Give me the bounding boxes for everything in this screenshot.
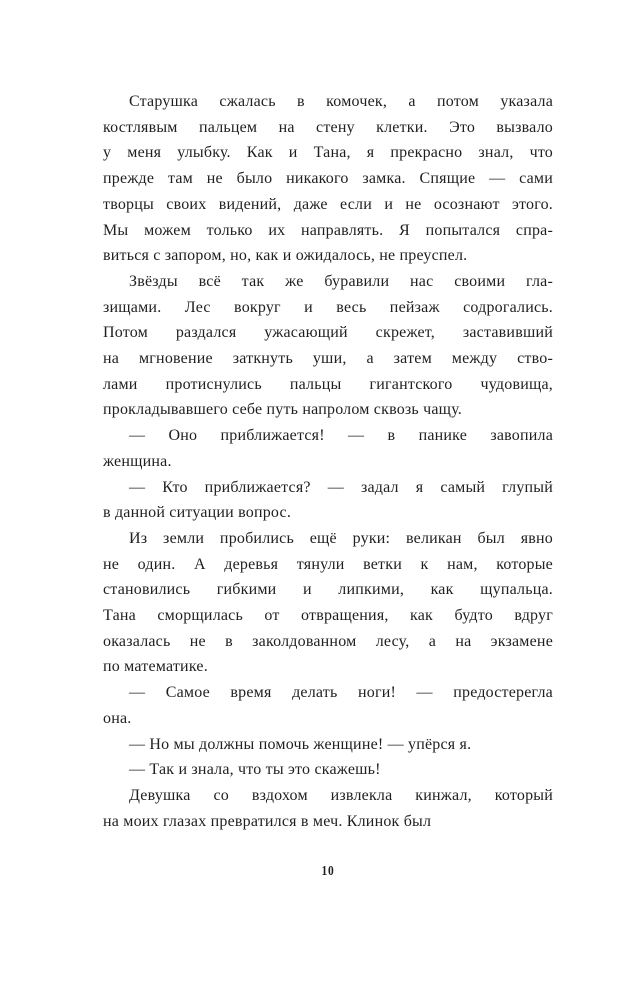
text-line: она. bbox=[103, 709, 132, 727]
paragraph bbox=[103, 475, 553, 526]
text-line: женщина. bbox=[103, 452, 172, 470]
text-block bbox=[103, 89, 553, 834]
text-line: Девушка со вздохом извлекла кинжал, который bbox=[129, 786, 553, 804]
text-line: — Оно приближается! — в панике завопила bbox=[129, 427, 553, 445]
text-line: Старушка сжалась в комочек, а потом указала bbox=[129, 93, 553, 110]
text-line: оказалась не в заколдованном лесу, а на экзамене bbox=[103, 632, 553, 650]
text-line: — Но мы должны помочь женщине! — упёрся я. bbox=[129, 735, 472, 753]
text-line: прокладывавшего себе путь напролом сквозь чащу. bbox=[103, 401, 462, 419]
text-line: виться с запором, но, как и ожидалось, не преуспел. bbox=[103, 247, 468, 265]
page-number: 10 bbox=[321, 864, 335, 879]
paragraph bbox=[103, 757, 553, 783]
paragraph bbox=[103, 732, 553, 758]
paragraph bbox=[103, 526, 553, 680]
paragraph bbox=[103, 423, 553, 474]
text-line: костлявым пальцем на стену клетки. Это вызвало bbox=[103, 118, 553, 136]
text-line: на мгновение заткнуть уши, а затем между ство- bbox=[103, 350, 553, 368]
text-line: прежде там не было никакого замка. Спящие — сами bbox=[103, 170, 553, 188]
text-line: — Так и знала, что ты это скажешь! bbox=[129, 761, 381, 779]
text-line: Потом раздался ужасающий скрежет, заставивший bbox=[103, 324, 553, 342]
paragraph bbox=[103, 89, 553, 269]
text-line: Из земли пробились ещё руки: великан был явно bbox=[129, 529, 553, 547]
text-line: у меня улыбку. Как и Тана, я прекрасно знал, что bbox=[103, 144, 553, 162]
text-line: по математике. bbox=[103, 658, 208, 676]
paragraph bbox=[103, 783, 553, 834]
text-line: на моих глазах превратился в меч. Клинок был bbox=[103, 812, 432, 830]
text-line: Мы можем только их направлять. Я попытался спра- bbox=[103, 221, 553, 239]
text-line: в данной ситуации вопрос. bbox=[103, 504, 292, 522]
text-line: — Кто приближается? — задал я самый глупый bbox=[129, 478, 553, 496]
text-line: Тана сморщилась от отвращения, как будто вдруг bbox=[103, 607, 553, 625]
text-line: творцы своих видений, даже если и не осознают этого. bbox=[103, 195, 553, 213]
text-line: Звёзды всё так же буравили нас своими гла- bbox=[129, 272, 553, 290]
text-line: зищами. Лес вокруг и весь пейзаж содрогались. bbox=[103, 298, 553, 316]
text-line: не один. А деревья тянули ветки к нам, которые bbox=[103, 555, 553, 573]
paragraph bbox=[103, 269, 553, 423]
paragraph bbox=[103, 680, 553, 731]
text-line: становились гибкими и липкими, как щупальца. bbox=[103, 581, 553, 599]
text-line: — Самое время делать ноги! — предостерегла bbox=[129, 684, 553, 702]
text-line: лами протиснулись пальцы гигантского чудовища, bbox=[103, 375, 553, 393]
